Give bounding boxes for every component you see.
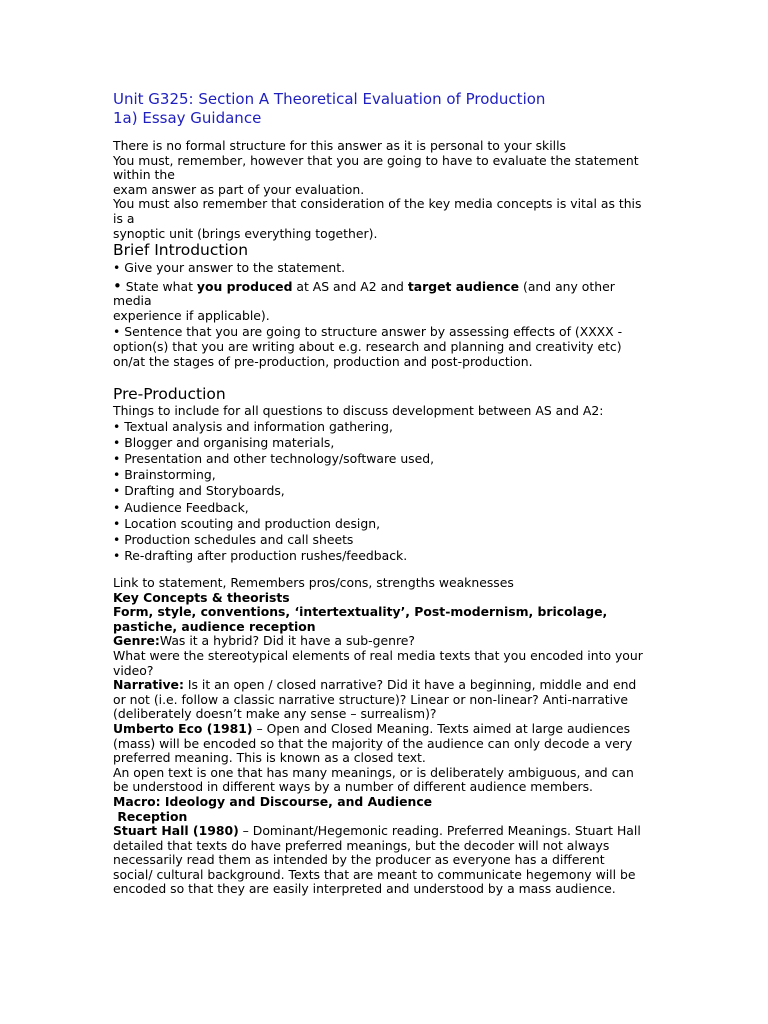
bullet-continuation: option(s) that you are writing about e.g. research and planning and creativity etc) [113,338,622,354]
pre-production-item: • Presentation and other technology/software used, [113,451,435,467]
narrative-line: or not (i.e. follow a classic narrative structure)? Linear or non-linear? Anti-narrative [113,691,629,707]
bullet-item [113,276,643,295]
eco-line: An open text is one that has many meanings, or is deliberately ambiguous, and can [113,764,634,780]
eco-text: – Open and Closed Meaning. Texts aimed at large audiences [252,720,631,736]
eco-line [113,722,643,737]
hall-line: encoded so that they are easily interpreted and understood by a mass audience. [113,881,616,897]
macro-heading: Reception [113,808,188,824]
bullet-text: State what [121,278,197,294]
intro-paragraph [113,139,643,241]
narrative-line [113,678,643,693]
intro-line: You must, remember, however that you are going to have to evaluate the statement [113,152,639,168]
pre-production-item: • Production schedules and call sheets [113,531,354,547]
title-line-1: Unit G325: Section A Theoretical Evaluation of Production [113,90,546,108]
brief-introduction-section [113,241,643,369]
eco-line: preferred meaning. This is known as a closed text. [113,750,426,766]
genre-text: Was it a hybrid? Did it have a sub-genre? [159,633,415,649]
pre-production-lead: Things to include for all questions to discuss development between AS and A2: [113,403,604,418]
hall-line: detailed that texts do have preferred meanings, but the decoder will not always [113,837,610,853]
bullet-continuation: experience if applicable). [113,307,270,323]
narrative-text: Is it an open / closed narrative? Did it have a beginning, middle and end [183,677,637,693]
bullet-item: • Give your answer to the statement. [113,260,346,275]
eco-line: be understood in different ways by a number of different audience members. [113,779,593,795]
link-statement: Link to statement, Remembers pros/cons, strengths weaknesses [113,575,514,590]
bold-phrase: you produced [196,278,293,294]
pre-production-item: • Audience Feedback, [113,499,249,515]
eco-label: Umberto Eco (1981) [113,720,253,736]
hall-line [113,824,643,839]
bullet-continuation: media [113,293,152,309]
pre-production-item: • Textual analysis and information gathering, [113,419,393,435]
pre-production-item: • Re-drafting after production rushes/feedback. [113,547,408,563]
bullet-continuation: on/at the stages of pre-production, production and post-production. [113,353,533,369]
pre-production-item: • Blogger and organising materials, [113,435,335,451]
genre-line [113,634,643,649]
hall-line: necessarily read them as intended by the producer as everyone has a different [113,852,605,868]
hall-label: Stuart Hall (1980) [113,823,239,839]
pre-production-heading: Pre-Production [113,385,226,403]
pre-production-list [113,420,643,563]
intro-line: There is no formal structure for this answer as it is personal to your skills [113,138,566,153]
key-concepts-section [113,576,643,897]
pre-production-item: • Brainstorming, [113,467,216,483]
intro-line: synoptic unit (brings everything together). [113,225,378,241]
brief-introduction-heading: Brief Introduction [113,241,249,259]
key-concepts-heading: Key Concepts & theorists [113,589,290,605]
pre-production-item: • Location scouting and production design, [113,515,381,531]
document-title [113,90,653,128]
narrative-line: (deliberately doesn’t make any sense – surrealism)? [113,706,437,722]
bold-phrase: target audience [407,278,520,294]
narrative-label: Narrative: [113,677,184,693]
bullet-item: • Sentence that you are going to structure answer by assessing effects of (XXXX - [113,324,623,340]
bullet-text: (and any other [519,278,615,294]
hall-text: – Dominant/Hegemonic reading. Preferred Meanings. Stuart Hall [238,823,641,839]
genre-line: video? [113,662,154,678]
intro-line: exam answer as part of your evaluation. [113,181,365,197]
bullet-glyph: • [113,276,122,295]
form-line: Form, style, conventions, ‘intertextuality’, Post-modernism, bricolage, [113,604,608,620]
macro-heading: Macro: Ideology and Discourse, and Audience [113,793,433,809]
title-line-2: 1a) Essay Guidance [113,109,262,127]
genre-label: Genre: [113,633,160,649]
form-line: pastiche, audience reception [113,618,316,634]
intro-line: is a [113,210,135,226]
pre-production-section [113,385,643,563]
intro-line: within the [113,167,175,183]
pre-production-item: • Drafting and Storyboards, [113,483,285,499]
hall-line: social/ cultural background. Texts that are meant to communicate hegemony will be [113,866,636,882]
bullet-text: at AS and A2 and [292,278,408,294]
genre-line: What were the stereotypical elements of real media texts that you encoded into your [113,647,643,663]
intro-line: You must also remember that consideration of the key media concepts is vital as this [113,196,642,212]
eco-line: (mass) will be encoded so that the majority of the audience can only decode a very [113,735,633,751]
